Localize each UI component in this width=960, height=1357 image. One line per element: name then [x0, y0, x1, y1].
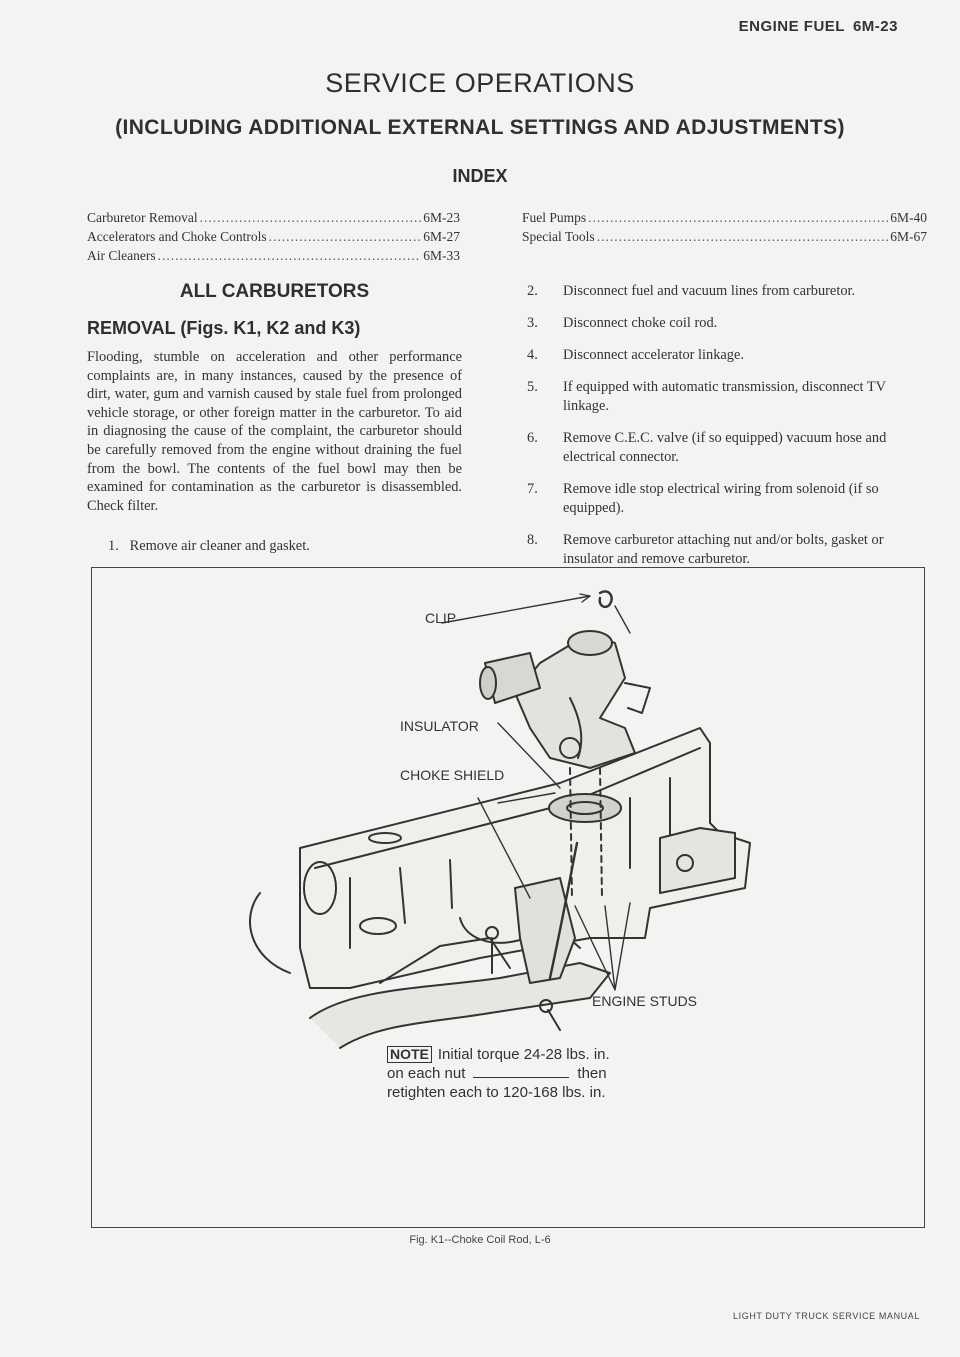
- steps-list: [525, 282, 925, 582]
- index-right-column: [522, 210, 927, 248]
- step-number: 2.: [527, 283, 538, 299]
- note-line-1: Initial torque 24-28 lbs. in.: [437, 1046, 610, 1063]
- step-number: 5.: [527, 379, 538, 395]
- section-heading: ALL CARBURETORS: [179, 281, 370, 302]
- index-entry-label: Special Tools: [522, 229, 595, 244]
- step-text: Disconnect choke coil rod.: [563, 315, 718, 331]
- note-line-3: retighten each to 120-168 lbs. in.: [387, 1084, 606, 1101]
- callout-insulator: INSULATOR: [400, 718, 479, 734]
- note-badge: NOTE: [387, 1046, 432, 1063]
- index-entry-label: Air Cleaners: [87, 248, 156, 263]
- callout-engine-studs: ENGINE STUDS: [592, 993, 698, 1009]
- step-text: Remove air cleaner and gasket.: [129, 538, 310, 554]
- insulator-drawing: [549, 794, 621, 822]
- step-text: Remove C.E.C. valve (if so equipped) vacuum hose and electrical connector.: [563, 430, 887, 465]
- step-number: 4.: [527, 347, 538, 363]
- step-number: 1.: [108, 538, 119, 554]
- note-line-2a: on each nut: [387, 1065, 466, 1082]
- step-item: [525, 378, 925, 416]
- figure-caption: Fig. K1--Choke Coil Rod, L-6: [409, 1234, 551, 1246]
- index-left-column: [87, 210, 460, 267]
- page-subtitle: (INCLUDING ADDITIONAL EXTERNAL SETTINGS AND ADJUSTMENTS): [115, 116, 845, 139]
- carburetor-drawing: [480, 631, 650, 768]
- note-blank-line: [473, 1065, 569, 1078]
- torque-note: [387, 1045, 610, 1102]
- step-text: Disconnect fuel and vacuum lines from carburetor.: [563, 283, 856, 299]
- step-text: Remove carburetor attaching nut and/or bolts, gasket or insulator and remove carburetor.: [563, 532, 884, 567]
- index-entry-page: 6M-33: [423, 248, 460, 263]
- step-number: 3.: [527, 315, 538, 331]
- step-number: 8.: [527, 532, 538, 548]
- clip-drawing: [600, 591, 612, 606]
- note-line-2b: then: [577, 1065, 607, 1082]
- step-text: Remove idle stop electrical wiring from solenoid (if so equipped).: [563, 481, 879, 516]
- step-item: [525, 282, 925, 301]
- step-number: 6.: [527, 430, 538, 446]
- index-entry-page: 6M-27: [423, 229, 460, 244]
- step-item: [525, 531, 925, 569]
- removal-heading: REMOVAL (Figs. K1, K2 and K3): [87, 318, 361, 338]
- step-item: [525, 346, 925, 365]
- callout-clip: CLIP: [425, 610, 457, 626]
- index-entry-page: 6M-40: [890, 210, 927, 225]
- step-item: [525, 429, 925, 467]
- index-entry[interactable]: [87, 210, 460, 229]
- index-entry-label: Carburetor Removal: [87, 210, 198, 225]
- index-entry[interactable]: [522, 210, 927, 229]
- page-footer: LIGHT DUTY TRUCK SERVICE MANUAL: [733, 1311, 920, 1321]
- index-entry-label: Accelerators and Choke Controls: [87, 229, 267, 244]
- step-1: [108, 538, 310, 555]
- index-entry[interactable]: [522, 229, 927, 248]
- callout-choke-shield: CHOKE SHIELD: [400, 767, 505, 783]
- header-page-number: 6M-23: [852, 18, 898, 35]
- index-entry[interactable]: [87, 248, 460, 267]
- removal-paragraph: Flooding, stumble on acceleration and other performance complaints are, in many instances, caused by the presence of dirt, water, gum and varnish caused by stale fuel from prolonged vehicle storage, or other foreign matter in the carburetor. To aid in diagnosing the cause of the complaint, the carburetor should be carefully removed from the engine without draining the fuel from the bowl. The contents of the fuel bowl may then be examined for contamination as the carburetor is disassembled. Check filter.: [87, 349, 462, 514]
- carburetor-illustration: [230, 578, 770, 1058]
- page-title: SERVICE OPERATIONS: [325, 68, 635, 98]
- index-heading: INDEX: [452, 166, 508, 186]
- step-item: [525, 480, 925, 518]
- index-entry-label: Fuel Pumps: [522, 210, 587, 225]
- step-text: If equipped with automatic transmission, disconnect TV linkage.: [563, 379, 886, 414]
- header-section: ENGINE FUEL: [738, 18, 845, 35]
- step-text: Disconnect accelerator linkage.: [563, 347, 744, 363]
- index-entry-page: 6M-67: [890, 229, 927, 244]
- index-entry-page: 6M-23: [423, 210, 460, 225]
- step-number: 7.: [527, 481, 538, 497]
- running-header: [739, 18, 898, 35]
- step-item: [525, 314, 925, 333]
- index-entry[interactable]: [87, 229, 460, 248]
